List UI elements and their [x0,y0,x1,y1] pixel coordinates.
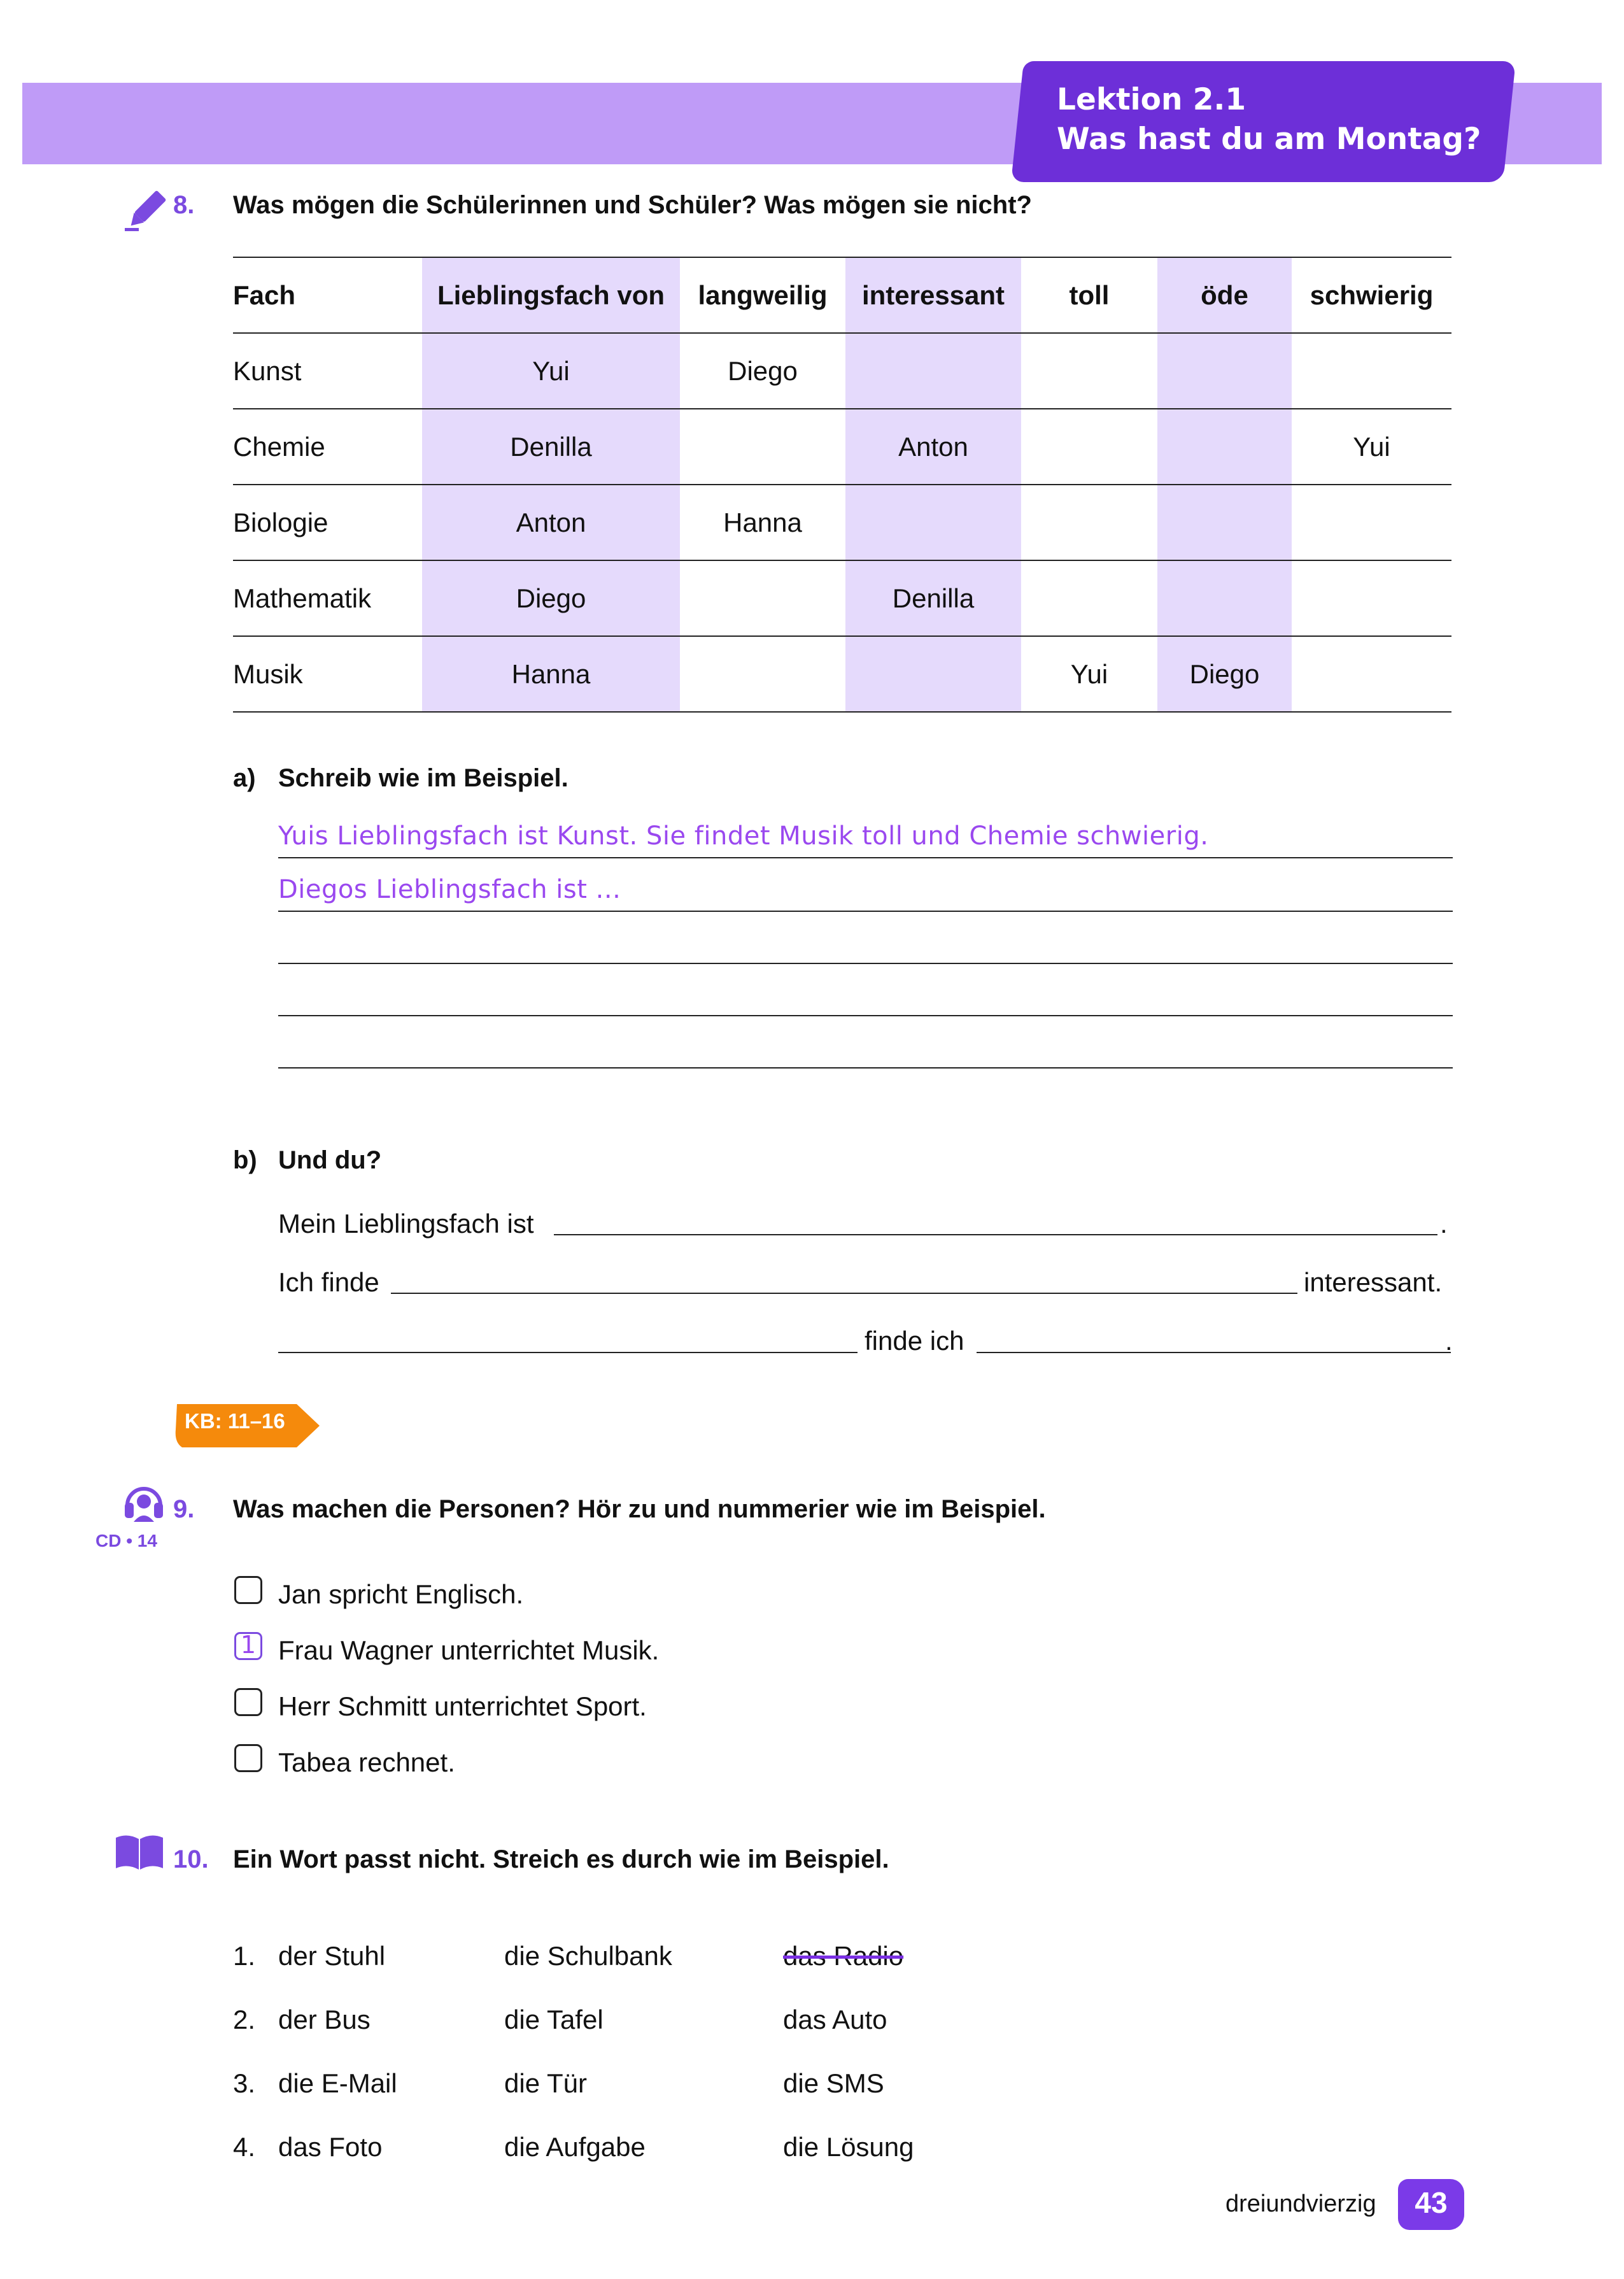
word-option[interactable]: der Stuhl [278,1941,386,1971]
table-cell: Yui [1021,636,1157,712]
table-cell: Diego [680,333,845,409]
statement-text: Frau Wagner unterrichtet Musik. [278,1635,660,1665]
word-option[interactable]: die Aufgabe [504,2132,646,2162]
table-cell [1157,333,1292,409]
table-cell [1292,485,1451,560]
table-cell [1021,409,1157,485]
row-number: 1. [233,1941,256,1971]
word-option[interactable]: die E-Mail [278,2068,397,2098]
col-header: Lieblingsfach von [422,257,680,333]
col-header: Fach [233,257,422,333]
table-cell [1021,560,1157,636]
lesson-subtitle: Was hast du am Montag? [1057,122,1481,157]
table-row [233,560,1451,636]
table-cell: Denilla [845,560,1021,636]
page-number-word: dreiundvierzig [1225,2190,1376,2217]
col-header: interessant [845,257,1021,333]
table-cell [845,333,1021,409]
exercise-9-number: 9. [173,1495,195,1523]
sentence-3-suffix: . [1445,1326,1453,1356]
pencil-icon [121,186,171,236]
table-cell [1021,333,1157,409]
statement-text: Tabea rechnet. [278,1747,455,1777]
table-cell: Anton [422,485,680,560]
table-cell: Yui [1292,409,1451,485]
number-box[interactable] [234,1744,266,1776]
word-option[interactable]: die SMS [783,2068,884,2098]
part-b-instruction: Und du? [278,1146,382,1174]
number-box[interactable] [234,1688,266,1720]
statement-text: Jan spricht Englisch. [278,1579,524,1609]
sentence-1-suffix: . [1440,1209,1448,1239]
kb-reference-label: KB: 11–16 [185,1409,285,1433]
part-a-instruction: Schreib wie im Beispiel. [278,764,568,792]
answer-line[interactable] [554,1234,1437,1235]
table-header-row [233,257,1451,333]
table-cell [1157,485,1292,560]
row-number: 3. [233,2068,256,2098]
word-option[interactable]: das Foto [278,2132,383,2162]
word-option[interactable]: das Auto [783,2005,887,2034]
table-row [233,636,1451,712]
table-cell [1292,333,1451,409]
book-icon [113,1833,166,1872]
sentence-2-suffix: interessant. [1304,1267,1443,1297]
handwritten-example-2: Diegos Lieblingsfach ist ... [278,875,621,904]
writing-line[interactable] [278,911,1453,912]
writing-line[interactable] [278,1015,1453,1016]
col-header: toll [1021,257,1157,333]
table-cell: Mathematik [233,560,422,636]
word-option[interactable]: der Bus [278,2005,371,2034]
table-cell: Diego [1157,636,1292,712]
row-number: 4. [233,2132,256,2162]
row-number: 2. [233,2005,256,2034]
writing-line[interactable] [278,1067,1453,1069]
answer-line[interactable] [391,1293,1297,1294]
table-cell [1021,485,1157,560]
word-option-struck[interactable]: das Radio [783,1941,904,1971]
table-cell [1157,560,1292,636]
handwritten-example-1: Yuis Lieblingsfach ist Kunst. Sie findet Musik toll und Chemie schwierig. [278,821,1209,851]
number-box[interactable]: 1 [234,1632,266,1664]
col-header: schwierig [1292,257,1451,333]
table-cell [1292,636,1451,712]
lesson-number: Lektion 2.1 [1057,82,1246,117]
subjects-table [233,257,1451,713]
word-option[interactable]: die Schulbank [504,1941,672,1971]
statement-text: Herr Schmitt unterrichtet Sport. [278,1691,647,1721]
table-cell [680,636,845,712]
word-option[interactable]: die Tafel [504,2005,604,2034]
exercise-8-number: 8. [173,191,195,219]
table-cell: Biologie [233,485,422,560]
table-cell: Hanna [680,485,845,560]
table-cell [1157,409,1292,485]
table-row [233,409,1451,485]
exercise-8-title: Was mögen die Schülerinnen und Schüler? Was mögen sie nicht? [233,191,1032,219]
exercise-9-title: Was machen die Personen? Hör zu und nummerier wie im Beispiel. [233,1495,1046,1523]
table-row [233,485,1451,560]
table-cell: Denilla [422,409,680,485]
word-option[interactable]: die Lösung [783,2132,914,2162]
headphones-icon [121,1477,167,1523]
sentence-2-prefix: Ich finde [278,1267,379,1297]
number-box[interactable] [234,1576,266,1608]
table-cell [845,636,1021,712]
answer-line[interactable] [278,1352,858,1353]
table-cell: Diego [422,560,680,636]
table-cell: Musik [233,636,422,712]
table-cell [680,560,845,636]
exercise-10-title: Ein Wort passt nicht. Streich es durch wie im Beispiel. [233,1845,889,1873]
table-row [233,333,1451,409]
word-option[interactable]: die Tür [504,2068,587,2098]
table-cell [680,409,845,485]
table-cell [845,485,1021,560]
writing-line[interactable] [278,963,1453,964]
table-cell: Chemie [233,409,422,485]
part-b-label: b) [233,1146,257,1174]
writing-line[interactable] [278,857,1453,858]
sentence-3-middle: finde ich [865,1326,964,1356]
col-header: öde [1157,257,1292,333]
table-cell: Yui [422,333,680,409]
table-cell: Kunst [233,333,422,409]
table-cell: Anton [845,409,1021,485]
part-a-label: a) [233,764,256,792]
cd-track-label: CD • 14 [95,1531,157,1551]
sentence-1-prefix: Mein Lieblingsfach ist [278,1209,534,1239]
answer-line[interactable] [977,1352,1451,1353]
page-number: 43 [1415,2186,1448,2219]
lesson-title [1057,80,1502,159]
col-header: langweilig [680,257,845,333]
table-cell [1292,560,1451,636]
exercise-10-number: 10. [173,1845,209,1873]
table-cell: Hanna [422,636,680,712]
